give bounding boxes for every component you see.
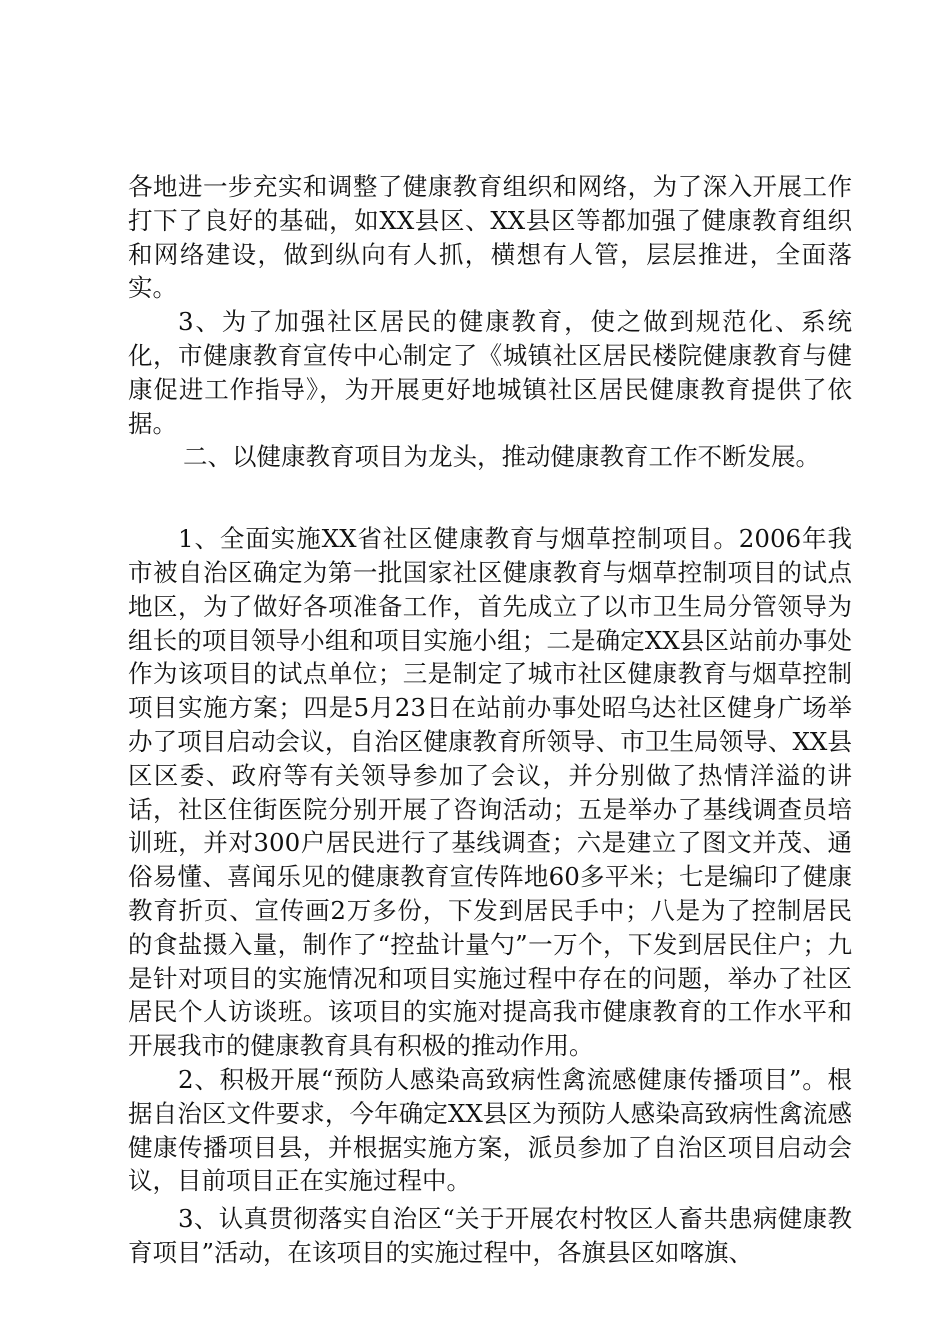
paragraph-item-2-avian-flu: 2、积极开展“预防人感染高致病性禽流感健康传播项目”。根据自治区文件要求，今年确定XX县区为预防人感染高致病性禽流感健康传播项目县，并根据实施方案，派员参加了自治区项目启动会议，目前项目正在实施过程中。 <box>128 1064 852 1196</box>
section-heading-2: 二、以健康教育项目为龙头，推动健康教育工作不断发展。 <box>183 442 820 472</box>
paragraph-item-1-tobacco-control: 1、全面实施XX省社区健康教育与烟草控制项目。2006年我市被自治区确定为第一批国家社区健康教育与烟草控制项目的试点地区，为了做好各项准备工作，首先成立了以市卫生局分管领导为组长的项目领导小组和项目实施小组；二是确定XX县区站前办事处作为该项目的试点单位；三是制定了城市社区健康教育与烟草控制项目实施方案；四是5月23日在站前办事处昭乌达社区健身广场举办了项目启动会议，自治区健康教育所领导、市卫生局领导、XX县区区委、政府等有关领导参加了会议，并分别做了热情洋溢的讲话，社区住街医院分别开展了咨询活动；五是举办了基线调查员培训班，并对300户居民进行了基线调查；六是建立了图文并茂、通俗易懂、喜闻乐见的健康教育宣传阵地60多平米；七是编印了健康教育折页、宣传画2万多份，下发到居民手中；八是为了控制居民的食盐摄入量，制作了“控盐计量勺”一万个，下发到居民住户；九是针对项目的实施情况和项目实施过程中存在的问题，举办了社区居民个人访谈班。该项目的实施对提高我市健康教育的工作水平和开展我市的健康教育具有积极的推动作用。 <box>128 524 852 1061</box>
paragraph-organization-network: 各地进一步充实和调整了健康教育组织和网络，为了深入开展工作打下了良好的基础，如XX县区、XX县区等都加强了健康教育组织和网络建设，做到纵向有人抓，横想有人管，层层推进，全面落实。 <box>128 172 852 303</box>
paragraph-item-3-zoonosis: 3、认真贯彻落实自治区“关于开展农村牧区人畜共患病健康教育项目”活动，在该项目的实施过程中，各旗县区如喀旗、 <box>128 1204 852 1267</box>
spacer <box>128 474 852 522</box>
document-body <box>128 170 852 1270</box>
paragraph-item-3-community-guidance: 3、为了加强社区居民的健康教育，使之做到规范化、系统化，市健康教育宣传中心制定了《城镇社区居民楼院健康教育与健康促进工作指导》，为开展更好地城镇社区居民健康教育提供了依据。 <box>128 307 852 438</box>
